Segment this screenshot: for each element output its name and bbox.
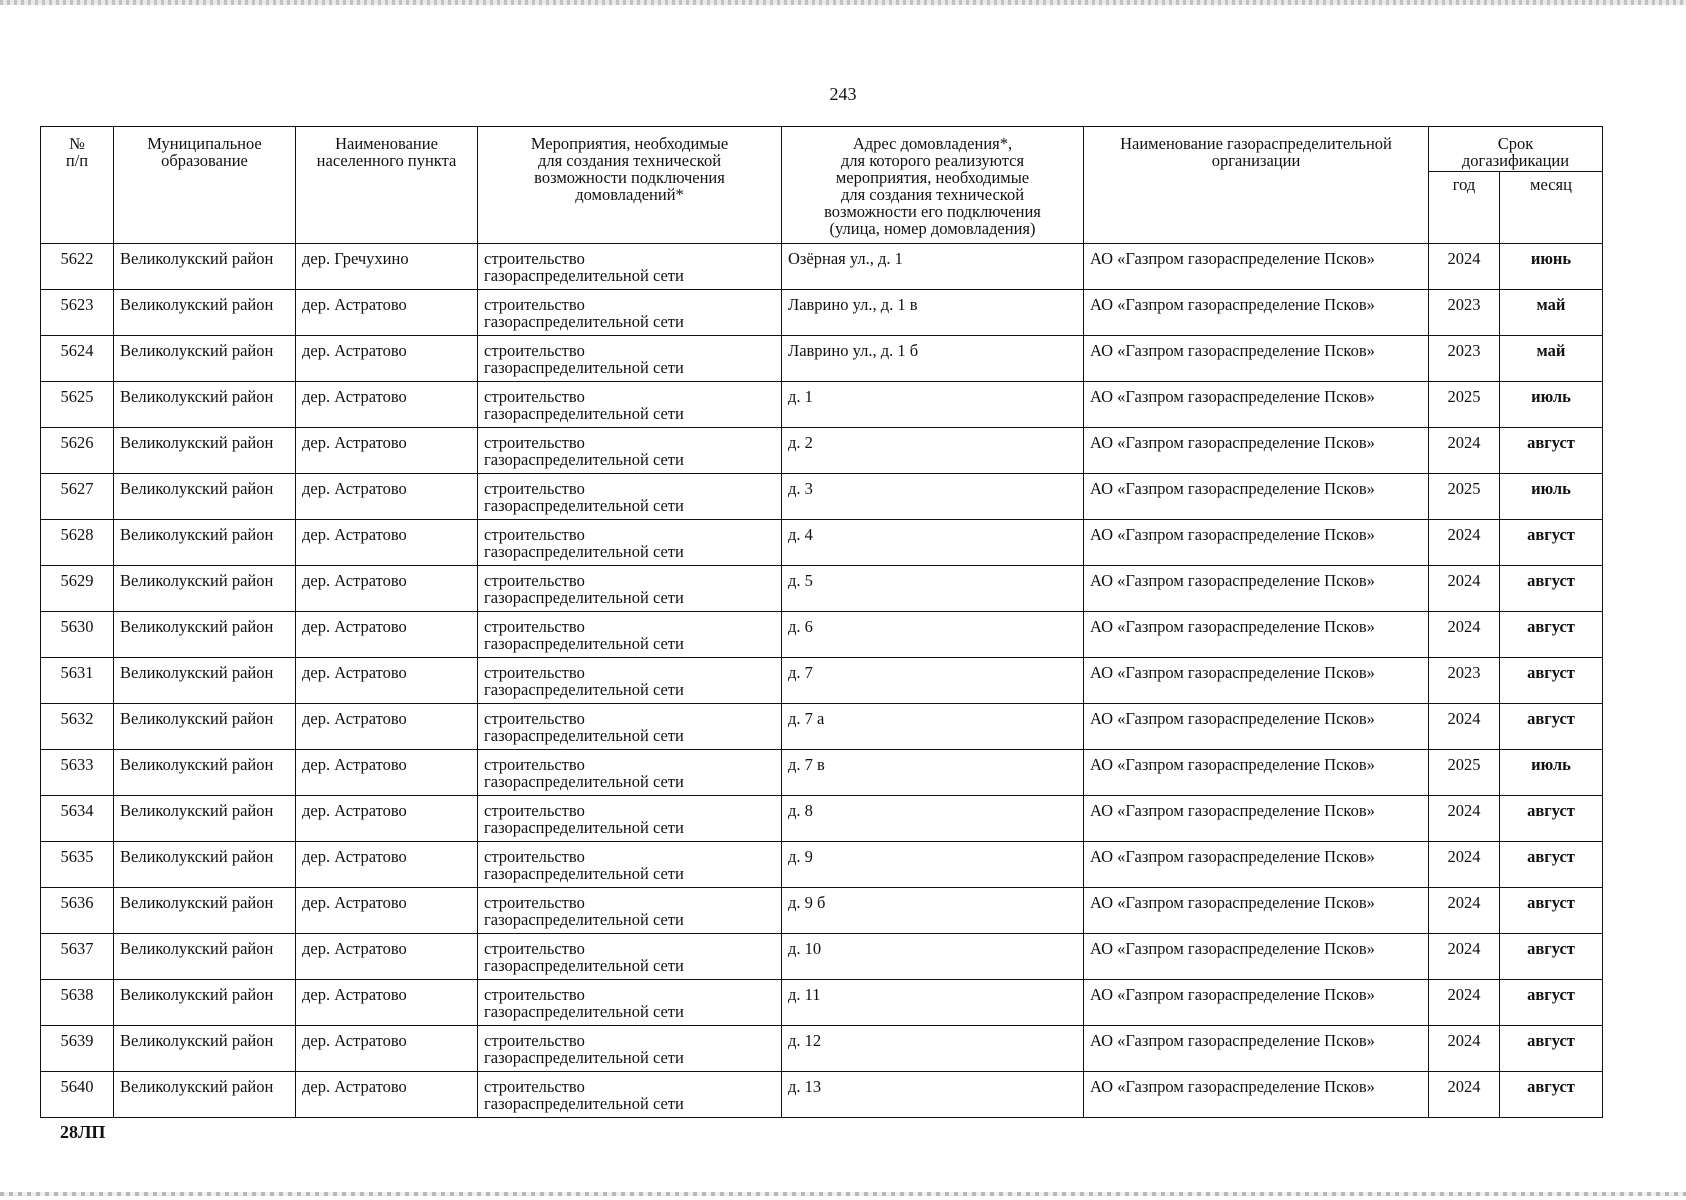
- row-measures-line: газораспределительной сети: [484, 1048, 684, 1067]
- row-year: 2024: [1429, 980, 1500, 1026]
- row-measures-line: газораспределительной сети: [484, 404, 684, 423]
- row-address: д. 9: [782, 842, 1084, 888]
- row-number: 5626: [41, 428, 114, 474]
- row-measures: [478, 796, 782, 842]
- row-year: 2024: [1429, 888, 1500, 934]
- row-measures-line: строительство: [484, 571, 585, 590]
- row-settlement: дер. Астратово: [296, 888, 478, 934]
- row-municipality: Великолукский район: [114, 290, 296, 336]
- row-measures: [478, 566, 782, 612]
- row-month: июнь: [1500, 244, 1603, 290]
- row-address: Озёрная ул., д. 1: [782, 244, 1084, 290]
- row-measures-line: строительство: [484, 341, 585, 360]
- row-organization: АО «Газпром газораспределение Псков»: [1084, 244, 1429, 290]
- row-month: июль: [1500, 382, 1603, 428]
- table-row: [41, 1072, 1603, 1118]
- row-municipality: Великолукский район: [114, 888, 296, 934]
- row-organization: АО «Газпром газораспределение Псков»: [1084, 980, 1429, 1026]
- row-settlement: дер. Астратово: [296, 520, 478, 566]
- row-measures-line: газораспределительной сети: [484, 1094, 684, 1113]
- row-address: д. 13: [782, 1072, 1084, 1118]
- row-measures-line: газораспределительной сети: [484, 312, 684, 331]
- row-address: д. 6: [782, 612, 1084, 658]
- row-settlement: дер. Астратово: [296, 704, 478, 750]
- table-row: [41, 428, 1603, 474]
- row-measures-line: строительство: [484, 939, 585, 958]
- row-year: 2023: [1429, 336, 1500, 382]
- row-measures: [478, 290, 782, 336]
- row-municipality: Великолукский район: [114, 520, 296, 566]
- row-address: д. 9 б: [782, 888, 1084, 934]
- table-body: [41, 244, 1603, 1118]
- row-municipality: Великолукский район: [114, 842, 296, 888]
- row-organization: АО «Газпром газораспределение Псков»: [1084, 1026, 1429, 1072]
- row-measures-line: газораспределительной сети: [484, 864, 684, 883]
- row-organization: АО «Газпром газораспределение Псков»: [1084, 474, 1429, 520]
- table-row: [41, 1026, 1603, 1072]
- row-address: д. 12: [782, 1026, 1084, 1072]
- row-settlement: дер. Астратово: [296, 934, 478, 980]
- row-year: 2024: [1429, 796, 1500, 842]
- row-address: Лаврино ул., д. 1 б: [782, 336, 1084, 382]
- row-year: 2024: [1429, 1026, 1500, 1072]
- row-month: июль: [1500, 750, 1603, 796]
- row-address: д. 8: [782, 796, 1084, 842]
- row-settlement: дер. Астратово: [296, 796, 478, 842]
- row-measures-line: строительство: [484, 249, 585, 268]
- row-month: август: [1500, 658, 1603, 704]
- table-row: [41, 474, 1603, 520]
- scan-bottom-edge: [0, 1192, 1686, 1196]
- row-settlement: дер. Астратово: [296, 980, 478, 1026]
- row-measures-line: газораспределительной сети: [484, 1002, 684, 1021]
- row-measures: [478, 750, 782, 796]
- header-address: Адрес домовладения*, для которого реализуются мероприятия, необходимые для создания технической возможности его подключения (улица, номер домовладения): [782, 127, 1084, 244]
- table-row: [41, 612, 1603, 658]
- row-measures: [478, 474, 782, 520]
- row-organization: АО «Газпром газораспределение Псков»: [1084, 658, 1429, 704]
- row-settlement: дер. Астратово: [296, 336, 478, 382]
- row-settlement: дер. Астратово: [296, 474, 478, 520]
- header-year: год: [1429, 172, 1500, 244]
- row-number: 5635: [41, 842, 114, 888]
- row-organization: АО «Газпром газораспределение Псков»: [1084, 842, 1429, 888]
- row-year: 2024: [1429, 612, 1500, 658]
- row-organization: АО «Газпром газораспределение Псков»: [1084, 290, 1429, 336]
- row-municipality: Великолукский район: [114, 612, 296, 658]
- header-municipality: Муниципальное образование: [114, 127, 296, 244]
- table-row: [41, 888, 1603, 934]
- table-row: [41, 934, 1603, 980]
- row-measures-line: газораспределительной сети: [484, 726, 684, 745]
- table-row: [41, 290, 1603, 336]
- row-measures: [478, 382, 782, 428]
- row-organization: АО «Газпром газораспределение Псков»: [1084, 520, 1429, 566]
- row-organization: АО «Газпром газораспределение Псков»: [1084, 704, 1429, 750]
- row-measures-line: строительство: [484, 479, 585, 498]
- row-month: август: [1500, 1072, 1603, 1118]
- row-measures: [478, 1072, 782, 1118]
- row-measures-line: строительство: [484, 433, 585, 452]
- row-settlement: дер. Астратово: [296, 658, 478, 704]
- row-number: 5627: [41, 474, 114, 520]
- row-number: 5622: [41, 244, 114, 290]
- row-organization: АО «Газпром газораспределение Псков»: [1084, 612, 1429, 658]
- row-number: 5625: [41, 382, 114, 428]
- row-settlement: дер. Астратово: [296, 612, 478, 658]
- row-measures: [478, 704, 782, 750]
- row-month: июль: [1500, 474, 1603, 520]
- header-organization: Наименование газораспределительной организации: [1084, 127, 1429, 244]
- row-settlement: дер. Астратово: [296, 1026, 478, 1072]
- row-organization: АО «Газпром газораспределение Псков»: [1084, 796, 1429, 842]
- header-month: месяц: [1500, 172, 1603, 244]
- row-number: 5639: [41, 1026, 114, 1072]
- row-measures-line: строительство: [484, 295, 585, 314]
- row-settlement: дер. Астратово: [296, 290, 478, 336]
- table-row: [41, 980, 1603, 1026]
- row-month: август: [1500, 980, 1603, 1026]
- row-municipality: Великолукский район: [114, 704, 296, 750]
- row-year: 2024: [1429, 842, 1500, 888]
- row-number: 5640: [41, 1072, 114, 1118]
- row-measures-line: газораспределительной сети: [484, 680, 684, 699]
- row-measures-line: газораспределительной сети: [484, 818, 684, 837]
- row-organization: АО «Газпром газораспределение Псков»: [1084, 888, 1429, 934]
- row-measures: [478, 658, 782, 704]
- row-settlement: дер. Астратово: [296, 1072, 478, 1118]
- row-measures-line: газораспределительной сети: [484, 910, 684, 929]
- row-year: 2025: [1429, 382, 1500, 428]
- table-row: [41, 842, 1603, 888]
- row-year: 2023: [1429, 658, 1500, 704]
- row-month: май: [1500, 336, 1603, 382]
- table-row: [41, 520, 1603, 566]
- row-address: д. 10: [782, 934, 1084, 980]
- row-number: 5623: [41, 290, 114, 336]
- row-settlement: дер. Астратово: [296, 428, 478, 474]
- row-year: 2024: [1429, 428, 1500, 474]
- page-number: 243: [829, 84, 857, 104]
- row-measures-line: газораспределительной сети: [484, 450, 684, 469]
- row-month: август: [1500, 796, 1603, 842]
- row-number: 5628: [41, 520, 114, 566]
- row-measures-line: строительство: [484, 755, 585, 774]
- row-measures: [478, 612, 782, 658]
- row-municipality: Великолукский район: [114, 382, 296, 428]
- row-municipality: Великолукский район: [114, 336, 296, 382]
- scan-top-edge: [0, 0, 1686, 5]
- row-municipality: Великолукский район: [114, 474, 296, 520]
- row-municipality: Великолукский район: [114, 566, 296, 612]
- row-number: 5638: [41, 980, 114, 1026]
- row-month: август: [1500, 520, 1603, 566]
- row-address: д. 7 а: [782, 704, 1084, 750]
- row-month: август: [1500, 888, 1603, 934]
- row-year: 2025: [1429, 750, 1500, 796]
- row-municipality: Великолукский район: [114, 980, 296, 1026]
- row-number: 5629: [41, 566, 114, 612]
- row-organization: АО «Газпром газораспределение Псков»: [1084, 750, 1429, 796]
- row-number: 5637: [41, 934, 114, 980]
- row-month: август: [1500, 934, 1603, 980]
- row-measures-line: строительство: [484, 847, 585, 866]
- row-year: 2024: [1429, 1072, 1500, 1118]
- row-municipality: Великолукский район: [114, 658, 296, 704]
- row-settlement: дер. Астратово: [296, 750, 478, 796]
- row-month: август: [1500, 704, 1603, 750]
- row-number: 5634: [41, 796, 114, 842]
- row-measures-line: газораспределительной сети: [484, 496, 684, 515]
- row-month: август: [1500, 612, 1603, 658]
- table-row: [41, 796, 1603, 842]
- table-row: [41, 336, 1603, 382]
- row-number: 5624: [41, 336, 114, 382]
- row-year: 2024: [1429, 244, 1500, 290]
- row-municipality: Великолукский район: [114, 1026, 296, 1072]
- table-row: [41, 750, 1603, 796]
- row-address: д. 5: [782, 566, 1084, 612]
- row-measures-line: газораспределительной сети: [484, 588, 684, 607]
- row-measures: [478, 520, 782, 566]
- row-measures-line: газораспределительной сети: [484, 266, 684, 285]
- row-address: д. 7: [782, 658, 1084, 704]
- footer-code: 28ЛП: [60, 1122, 106, 1142]
- row-measures-line: строительство: [484, 1031, 585, 1050]
- row-address: д. 11: [782, 980, 1084, 1026]
- row-month: август: [1500, 842, 1603, 888]
- row-municipality: Великолукский район: [114, 750, 296, 796]
- row-measures: [478, 1026, 782, 1072]
- row-month: август: [1500, 1026, 1603, 1072]
- row-year: 2024: [1429, 520, 1500, 566]
- table-row: [41, 658, 1603, 704]
- row-month: август: [1500, 566, 1603, 612]
- table-row: [41, 704, 1603, 750]
- row-measures-line: строительство: [484, 1077, 585, 1096]
- row-organization: АО «Газпром газораспределение Псков»: [1084, 1072, 1429, 1118]
- row-measures-line: строительство: [484, 985, 585, 1004]
- row-measures: [478, 888, 782, 934]
- row-municipality: Великолукский район: [114, 244, 296, 290]
- table-row: [41, 244, 1603, 290]
- row-address: д. 2: [782, 428, 1084, 474]
- row-year: 2024: [1429, 566, 1500, 612]
- row-address: Лаврино ул., д. 1 в: [782, 290, 1084, 336]
- row-organization: АО «Газпром газораспределение Псков»: [1084, 382, 1429, 428]
- row-number: 5632: [41, 704, 114, 750]
- table-row: [41, 382, 1603, 428]
- row-organization: АО «Газпром газораспределение Псков»: [1084, 428, 1429, 474]
- row-measures-line: строительство: [484, 663, 585, 682]
- row-measures-line: газораспределительной сети: [484, 358, 684, 377]
- row-measures: [478, 336, 782, 382]
- row-year: 2024: [1429, 704, 1500, 750]
- row-municipality: Великолукский район: [114, 428, 296, 474]
- row-measures-line: газораспределительной сети: [484, 956, 684, 975]
- header-num: № п/п: [41, 127, 114, 244]
- row-organization: АО «Газпром газораспределение Псков»: [1084, 336, 1429, 382]
- row-number: 5636: [41, 888, 114, 934]
- row-measures: [478, 980, 782, 1026]
- gasification-table: [40, 126, 1603, 1118]
- row-address: д. 4: [782, 520, 1084, 566]
- row-measures: [478, 244, 782, 290]
- row-municipality: Великолукский район: [114, 796, 296, 842]
- row-number: 5630: [41, 612, 114, 658]
- row-year: 2023: [1429, 290, 1500, 336]
- row-address: д. 3: [782, 474, 1084, 520]
- row-settlement: дер. Гречухино: [296, 244, 478, 290]
- row-measures: [478, 842, 782, 888]
- row-year: 2025: [1429, 474, 1500, 520]
- row-measures-line: газораспределительной сети: [484, 634, 684, 653]
- row-year: 2024: [1429, 934, 1500, 980]
- table-row: [41, 566, 1603, 612]
- row-address: д. 7 в: [782, 750, 1084, 796]
- row-municipality: Великолукский район: [114, 1072, 296, 1118]
- row-number: 5631: [41, 658, 114, 704]
- row-measures: [478, 428, 782, 474]
- row-measures-line: строительство: [484, 525, 585, 544]
- row-measures-line: газораспределительной сети: [484, 772, 684, 791]
- row-measures-line: строительство: [484, 617, 585, 636]
- header-settlement: Наименование населенного пункта: [296, 127, 478, 244]
- row-organization: АО «Газпром газораспределение Псков»: [1084, 934, 1429, 980]
- row-settlement: дер. Астратово: [296, 382, 478, 428]
- row-organization: АО «Газпром газораспределение Псков»: [1084, 566, 1429, 612]
- row-settlement: дер. Астратово: [296, 566, 478, 612]
- row-measures-line: строительство: [484, 387, 585, 406]
- row-address: д. 1: [782, 382, 1084, 428]
- row-month: май: [1500, 290, 1603, 336]
- row-month: август: [1500, 428, 1603, 474]
- header-term: Срок догазификации: [1429, 127, 1603, 172]
- row-measures-line: строительство: [484, 893, 585, 912]
- row-settlement: дер. Астратово: [296, 842, 478, 888]
- row-measures: [478, 934, 782, 980]
- row-municipality: Великолукский район: [114, 934, 296, 980]
- row-measures-line: газораспределительной сети: [484, 542, 684, 561]
- row-number: 5633: [41, 750, 114, 796]
- header-measures: Мероприятия, необходимые для создания технической возможности подключения домовладений*: [478, 127, 782, 244]
- row-measures-line: строительство: [484, 801, 585, 820]
- row-measures-line: строительство: [484, 709, 585, 728]
